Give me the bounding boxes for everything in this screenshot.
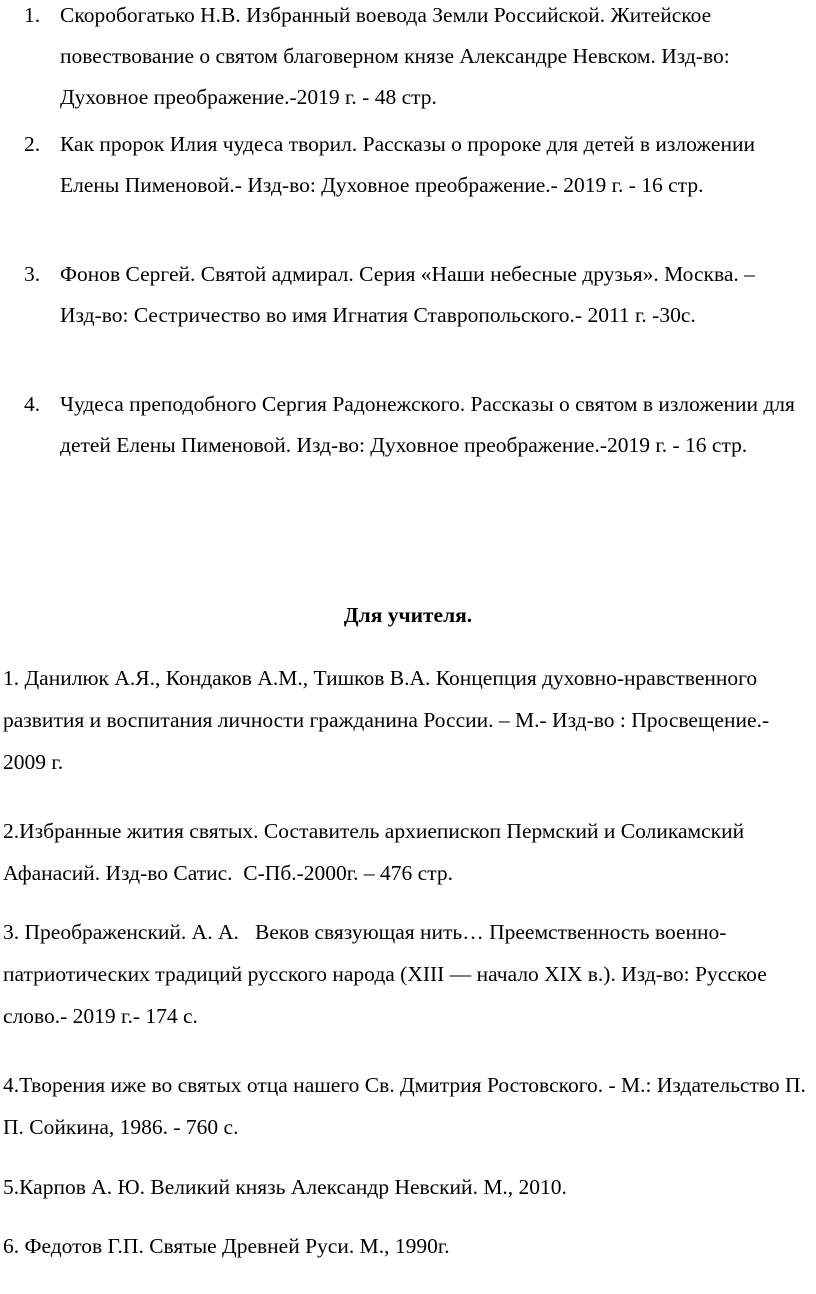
list-item-number: 2. (24, 132, 41, 156)
list-item (0, 124, 816, 206)
section-heading: Для учителя. (343, 603, 473, 627)
list-item-number: 1. (24, 3, 41, 27)
list-item-number: 4. (24, 392, 41, 416)
list-item-text: Чудеса преподобного Сергия Радонежского. Рассказы о святом в изложении для детей Елены Пименовой. Изд-во: Духовное преображение.-2019 г. - 16 стр. (60, 392, 795, 457)
list-item-number: 3. (24, 262, 41, 286)
list-item (0, 0, 816, 118)
reference-entry: 2.Избранные жития святых. Составитель архиепископ Пермский и Соликамский Афанасий. Изд-во Сатис. С-Пб.-2000г. – 476 стр. (3, 819, 750, 885)
reference-entry: 5.Карпов А. Ю. Великий князь Александр Невский. М., 2010. (3, 1175, 567, 1199)
list-item-text: Скоробогатько Н.В. Избранный воевода Земли Российской. Житейское повествование о святом благоверном князе Александре Невском. Изд-во: Духовное преображение.-2019 г. - 48 стр. (60, 3, 730, 109)
list-item-text: Фонов Сергей. Святой адмирал. Серия «Наши небесные друзья». Москва. – Изд-во: Сестричество во имя Игнатия Ставропольского.- 2011 г. -30с. (60, 262, 755, 327)
list-item-text: Как пророк Илия чудеса творил. Рассказы о пророке для детей в изложении Елены Пименовой.- Изд-во: Духовное преображение.- 2019 г. - 16 стр. (60, 132, 755, 197)
list-item (0, 254, 816, 336)
reference-entry: 1. Данилюк А.Я., Кондаков А.М., Тишков В.А. Концепция духовно-нравственного развития и воспитания личности гражданина России. – М.- Изд-во : Просвещение.- 2009 г. (3, 666, 775, 774)
reference-entry: 3. Преображенский. А. А. Веков связующая нить… Преемственность военно-патриотических традиций русского народа (XIII — начало XIX в.). Изд-во: Русское слово.- 2019 г.- 174 с. (3, 920, 773, 1028)
reference-entry: 6. Федотов Г.П. Святые Древней Руси. М., 1990г. (3, 1234, 450, 1258)
reference-entry: 4.Творения иже во святых отца нашего Св. Дмитрия Ростовского. - М.: Издательство П. П. Сойкина, 1986. - 760 с. (3, 1073, 812, 1139)
list-item (0, 384, 816, 466)
